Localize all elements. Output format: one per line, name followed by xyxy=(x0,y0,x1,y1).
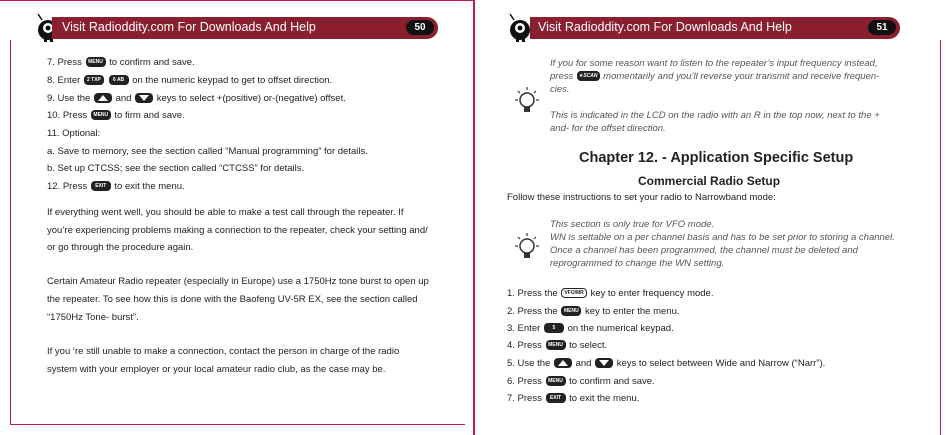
tip2-line-4: reprogrammed to change the WN setting. xyxy=(550,258,725,269)
key-2-icon: 2 TXP xyxy=(84,75,104,85)
step-9: 9. Use the and keys to select +(positive) or-(negative) offset. xyxy=(47,93,346,104)
tip1-line-1: If you for some reason want to listen to the repeater’s input frequency instead, xyxy=(550,58,878,69)
header-text: Visit Radioddity.com For Downloads And Help xyxy=(62,20,316,34)
paragraph-1-line-1: If everything went well, you should be able to make a test call through the repeater. If xyxy=(47,207,404,218)
step-2: 2. Press the MENU key to enter the menu. xyxy=(507,306,680,317)
key-5-icon: 5 xyxy=(544,323,564,333)
step-1: 1. Press the VFO/MR key to enter frequency mode. xyxy=(507,288,714,299)
step-7: 7. Press EXIT to exit the menu. xyxy=(507,393,640,404)
step-11b: b. Set up CTCSS; see the section called “CTCSS” for details. xyxy=(47,163,305,174)
tip1-line-5: and- for the offset direction. xyxy=(550,123,666,134)
step-8: 8. Enter 2 TXP 6 AB on the numeric keypad to get to offset direction. xyxy=(47,75,333,86)
paragraph-3-line-1: If you ‘re still unable to make a connection, contact the person in charge of the radio xyxy=(47,346,400,357)
menu-key-icon: MENU xyxy=(561,306,581,316)
left-page xyxy=(0,0,473,435)
header-text: Visit Radioddity.com For Downloads And Help xyxy=(538,20,792,34)
vfo-mr-key-icon: VFO/MR xyxy=(561,288,586,298)
lightbulb-tip-icon xyxy=(512,232,542,266)
page-header-bar xyxy=(530,17,900,39)
exit-key-icon: EXIT xyxy=(546,393,566,403)
lightbulb-tip-icon xyxy=(512,86,542,120)
paragraph-3-line-2: system with your employer or your local amateur radio club, as the case may be. xyxy=(47,364,386,375)
tip2-line-2: WN is settable on a per channel basis and has to be set prior to storing a channel. xyxy=(550,232,895,243)
page-header-bar xyxy=(52,17,438,39)
paragraph-1-line-3: or go through the procedure again. xyxy=(47,242,194,253)
menu-key-icon: MENU xyxy=(91,110,111,120)
down-arrow-key-icon xyxy=(135,93,153,103)
paragraph-2-line-3: “1750Hz Tone- burst”. xyxy=(47,312,139,323)
down-arrow-key-icon xyxy=(595,358,613,368)
tip1-line-2: press ★SCAN momentarily and you’ll reverse your transmit and receive frequen- xyxy=(550,71,880,82)
menu-key-icon: MENU xyxy=(546,340,566,350)
section-title: Commercial Radio Setup xyxy=(638,174,781,188)
right-page xyxy=(476,0,950,435)
step-4: 4. Press MENU to select. xyxy=(507,340,608,351)
tip2-line-1: This section is only true for VFO mode. xyxy=(550,219,715,230)
menu-key-icon: MENU xyxy=(86,57,106,67)
paragraph-2-line-1: Certain Amateur Radio repeater (especially in Europe) use a 1750Hz tone burst to open up xyxy=(47,276,429,287)
step-5: 5. Use the and keys to select between Wide and Narrow (“Narr”). xyxy=(507,358,826,369)
paragraph-2-line-2: the repeater. To see how this is done with the Baofeng UV-5R EX, see the section called xyxy=(47,294,418,305)
page-number: 50 xyxy=(406,20,434,35)
step-12: 12. Press EXIT to exit the menu. xyxy=(47,181,185,192)
page-divider xyxy=(473,0,475,435)
menu-key-icon: MENU xyxy=(546,376,566,386)
step-3: 3. Enter 5 on the numerical keypad. xyxy=(507,323,674,334)
up-arrow-key-icon xyxy=(554,358,572,368)
tip1-line-4: This is indicated in the LCD on the radio with an R in the top now, next to the + xyxy=(550,110,880,121)
intro-text: Follow these instructions to set your radio to Narrowband mode: xyxy=(507,192,776,203)
paragraph-1-line-2: you’re experiencing problems making a connection to the repeater, check your setting and/ xyxy=(47,225,428,236)
step-11a: a. Save to memory, see the section called “Manual programming” for details. xyxy=(47,146,368,157)
step-10: 10. Press MENU to firm and save. xyxy=(47,110,185,121)
exit-key-icon: EXIT xyxy=(91,181,111,191)
tip1-line-3: cies. xyxy=(550,84,570,95)
step-6: 6. Press MENU to confirm and save. xyxy=(507,376,655,387)
key-6-icon: 6 AB xyxy=(109,75,129,85)
page-number: 51 xyxy=(868,20,896,35)
chapter-title: Chapter 12. - Application Specific Setup xyxy=(579,150,854,166)
step-11: 11. Optional: xyxy=(47,128,101,139)
step-7: 7. Press MENU to confirm and save. xyxy=(47,57,195,68)
scan-key-icon: ★SCAN xyxy=(578,73,598,80)
tip2-line-3: Once a channel has been programmed, the channel must be deleted and xyxy=(550,245,858,256)
up-arrow-key-icon xyxy=(94,93,112,103)
